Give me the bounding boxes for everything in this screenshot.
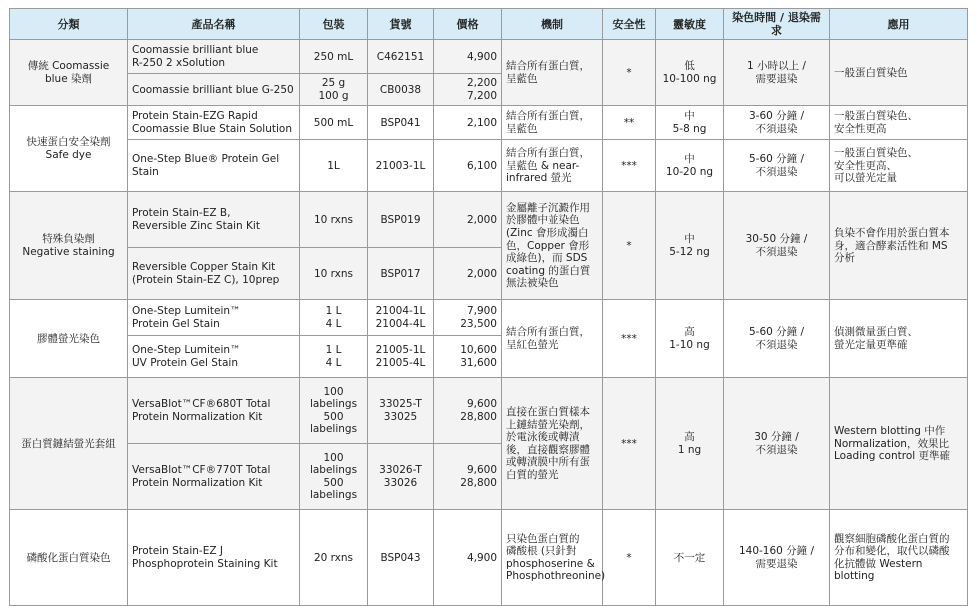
package-cell: 1L [300,140,368,192]
product-name: Reversible Copper Stain Kit (Protein Stain-EZ C), 10prep [128,248,300,300]
application-cell: 負染不會作用於蛋白質本 身，適合酵素活性和 MS 分析 [830,192,968,300]
mechanism-cell: 結合所有蛋白質， 呈藍色 & near- infrared 螢光 [502,140,603,192]
price-cell: 4,900 [434,510,502,606]
table-row [10,378,968,444]
application-cell: 觀察細胞磷酸化蛋白質的 分布和變化，取代以磷酸 化抗體做 Western blotting [830,510,968,606]
application-cell: 一般蛋白質染色 [830,40,968,106]
package-cell: 500 mL [300,106,368,140]
sensitivity-cell: 中 5-8 ng [656,106,724,140]
package-cell: 10 rxns [300,192,368,248]
header-sensitivity: 靈敏度 [656,9,724,40]
product-comparison-table [9,8,968,606]
product-name: VersaBlot™CF®680T Total Protein Normalization Kit [128,378,300,444]
catalog-number: BSP019 [368,192,434,248]
stain-time-cell: 1 小時以上 / 需要退染 [724,40,830,106]
product-name: One-Step Lumitein™ UV Protein Gel Stain [128,336,300,378]
package-cell: 100 labelings 500 labelings [300,444,368,510]
application-cell: 偵測微量蛋白質、 螢光定量更準確 [830,300,968,378]
stain-time-cell: 140-160 分鐘 / 需要退染 [724,510,830,606]
catalog-number: BSP041 [368,106,434,140]
stain-time-cell: 30 分鐘 / 不須退染 [724,378,830,510]
application-cell: Western blotting 中作 Normalization，效果比 Loading control 更準確 [830,378,968,510]
safety-cell: * [603,510,656,606]
package-cell: 25 g 100 g [300,74,368,106]
price-cell: 10,600 31,600 [434,336,502,378]
header-catalog-number: 貨號 [368,9,434,40]
header-price: 價格 [434,9,502,40]
stain-time-cell: 5-60 分鐘 / 不須退染 [724,300,830,378]
catalog-number: 33026-T 33026 [368,444,434,510]
mechanism-cell: 只染色蛋白質的 磷酸根 (只針對 phosphoserine & Phosphothreonine) [502,510,603,606]
product-name: Protein Stain-EZG Rapid Coomassie Blue Stain Solution [128,106,300,140]
product-name: Protein Stain-EZ J Phosphoprotein Staining Kit [128,510,300,606]
catalog-number: C462151 [368,40,434,74]
category-cell: 快速蛋白安全染劑 Safe dye [10,106,128,192]
product-name: One-Step Lumitein™ Protein Gel Stain [128,300,300,336]
package-cell: 20 rxns [300,510,368,606]
sensitivity-cell: 高 1 ng [656,378,724,510]
sensitivity-cell: 中 10-20 ng [656,140,724,192]
header-application: 應用 [830,9,968,40]
category-cell: 蛋白質鏈結螢光套組 [10,378,128,510]
product-name: One-Step Blue® Protein Gel Stain [128,140,300,192]
price-cell: 9,600 28,800 [434,378,502,444]
safety-cell: * [603,192,656,300]
catalog-number: 33025-T 33025 [368,378,434,444]
stain-time-cell: 3-60 分鐘 / 不須退染 [724,106,830,140]
price-cell: 2,200 7,200 [434,74,502,106]
package-cell: 250 mL [300,40,368,74]
table-row [10,40,968,74]
product-name: Coomassie brilliant blue G-250 [128,74,300,106]
price-cell: 4,900 [434,40,502,74]
catalog-number: 21003-1L [368,140,434,192]
package-cell: 100 labelings 500 labelings [300,378,368,444]
safety-cell: *** [603,300,656,378]
safety-cell: * [603,40,656,106]
safety-cell: ** [603,106,656,140]
sensitivity-cell: 不一定 [656,510,724,606]
product-name: VersaBlot™CF®770T Total Protein Normalization Kit [128,444,300,510]
table-row [10,140,968,192]
package-cell: 10 rxns [300,248,368,300]
mechanism-cell: 結合所有蛋白質， 呈藍色 [502,40,603,106]
table-row [10,510,968,606]
application-cell: 一般蛋白質染色、 安全性更高 [830,106,968,140]
mechanism-cell: 金屬離子沉澱作用 於膠體中並染色 (Zinc 會形成濁白 色，Copper 會形 成綠色)，而 SDS coating 的蛋白質 無法被染色 [502,192,603,300]
catalog-number: CB0038 [368,74,434,106]
table-row [10,300,968,336]
mechanism-cell: 結合所有蛋白質， 呈紅色螢光 [502,300,603,378]
catalog-number: 21005-1L 21005-4L [368,336,434,378]
mechanism-cell: 直接在蛋白質樣本 上鏈結螢光染劑， 於電泳後或轉漬 後，直接觀察膠體 或轉漬膜中所有蛋 白質的螢光 [502,378,603,510]
header-stain-time: 染色時間 / 退染需求 [724,9,830,40]
price-cell: 6,100 [434,140,502,192]
header-category: 分類 [10,9,128,40]
header-safety: 安全性 [603,9,656,40]
price-cell: 2,000 [434,248,502,300]
price-cell: 7,900 23,500 [434,300,502,336]
header-product-name: 產品名稱 [128,9,300,40]
package-cell: 1 L 4 L [300,300,368,336]
sensitivity-cell: 低 10-100 ng [656,40,724,106]
safety-cell: *** [603,140,656,192]
mechanism-cell: 結合所有蛋白質， 呈藍色 [502,106,603,140]
safety-cell: *** [603,378,656,510]
sensitivity-cell: 高 1-10 ng [656,300,724,378]
category-cell: 特殊負染劑 Negative staining [10,192,128,300]
product-name: Coomassie brilliant blue R-250 2 xSolution [128,40,300,74]
header-mechanism: 機制 [502,9,603,40]
price-cell: 9,600 28,800 [434,444,502,510]
category-cell: 傳統 Coomassie blue 染劑 [10,40,128,106]
stain-time-cell: 30-50 分鐘 / 不須退染 [724,192,830,300]
table-row [10,192,968,248]
category-cell: 磷酸化蛋白質染色 [10,510,128,606]
price-cell: 2,000 [434,192,502,248]
application-cell: 一般蛋白質染色、 安全性更高、 可以螢光定量 [830,140,968,192]
package-cell: 1 L 4 L [300,336,368,378]
catalog-number: BSP017 [368,248,434,300]
stain-time-cell: 5-60 分鐘 / 不須退染 [724,140,830,192]
category-cell: 膠體螢光染色 [10,300,128,378]
header-package: 包裝 [300,9,368,40]
catalog-number: 21004-1L 21004-4L [368,300,434,336]
catalog-number: BSP043 [368,510,434,606]
product-name: Protein Stain-EZ B, Reversible Zinc Stain Kit [128,192,300,248]
sensitivity-cell: 中 5-12 ng [656,192,724,300]
table-row [10,106,968,140]
price-cell: 2,100 [434,106,502,140]
header-row [10,9,968,40]
